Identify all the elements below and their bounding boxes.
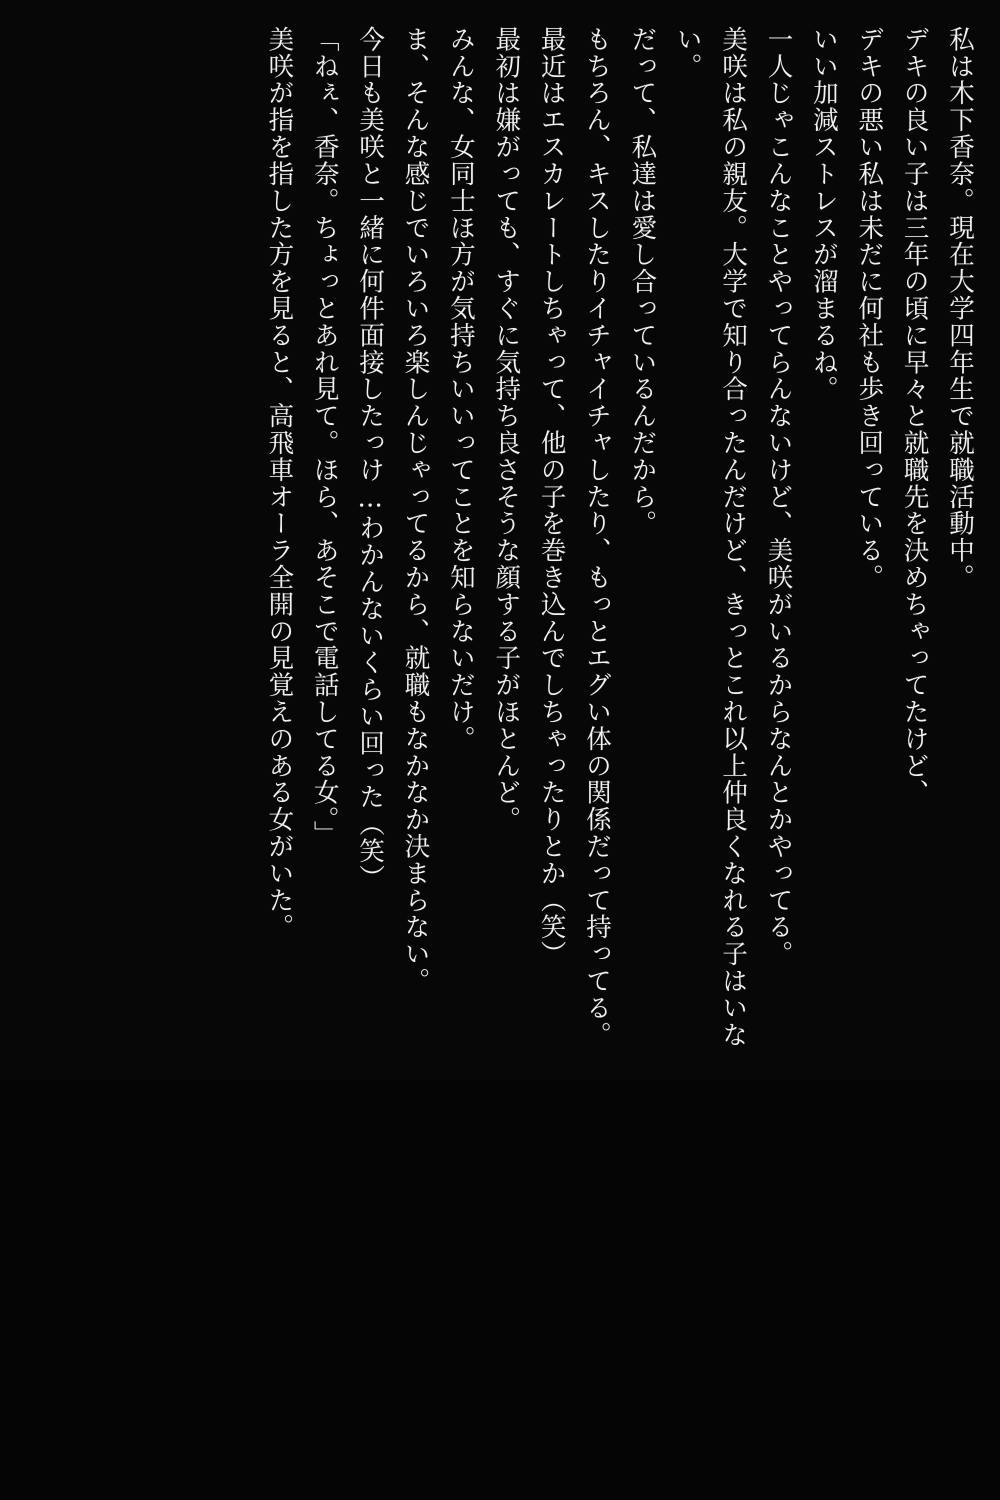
- narration-line: 一人じゃこんなことやってらんないけど、美咲がいるからなんとかやってる。: [763, 26, 794, 968]
- narration-line: みんな、女同士ほ方が気持ちいいってことを知らないだけ。: [445, 26, 476, 753]
- narration-line: ま、そんな感じでいろいろ楽しんじゃってるから、就職もなかなか決まらない。: [400, 26, 431, 995]
- narration-line: 最初は嫌がっても、すぐに気持ち良さそうな顔する子がほとんど。: [491, 26, 522, 834]
- narration-line: デキの良い子は三年の頃に早々と就職先を決めちゃってたけど、: [899, 26, 930, 807]
- narration-line: 「ねぇ、香奈。ちょっとあれ見て。ほら、あそこで電話してる女。」: [309, 26, 340, 848]
- narration-line: 今日も美咲と一緒に何件面接したっけ…わかんないくらい回った（笑）: [355, 26, 386, 892]
- narration-line: 最近はエスカレートしちゃって、他の子を巻き込んでしちゃったりとか（笑）: [536, 26, 567, 968]
- narration-line: だって、私達は愛し合っているんだから。: [627, 26, 658, 538]
- vertical-narration-block: [264, 26, 982, 1056]
- narration-line: 美咲は私の親友。大学で知り合ったんだけど、きっとこれ以上仲良くなれる子はいない。: [672, 26, 749, 1049]
- narration-line: デキの悪い私は未だに何社も歩き回っている。: [854, 26, 885, 591]
- empty-lower-panel: [0, 1080, 1000, 1500]
- narration-line: 私は木下香奈。現在大学四年生で就職活動中。: [945, 26, 975, 591]
- narration-line: いい加減ストレスが溜まるね。: [808, 26, 839, 403]
- narration-line: 美咲が指を指した方を見ると、高飛車オーラ全開の見覚えのある女がいた。: [264, 26, 295, 941]
- narration-line: もちろん、キスしたりイチャイチャしたり、もっとエグい体の関係だって持ってる。: [582, 26, 612, 1049]
